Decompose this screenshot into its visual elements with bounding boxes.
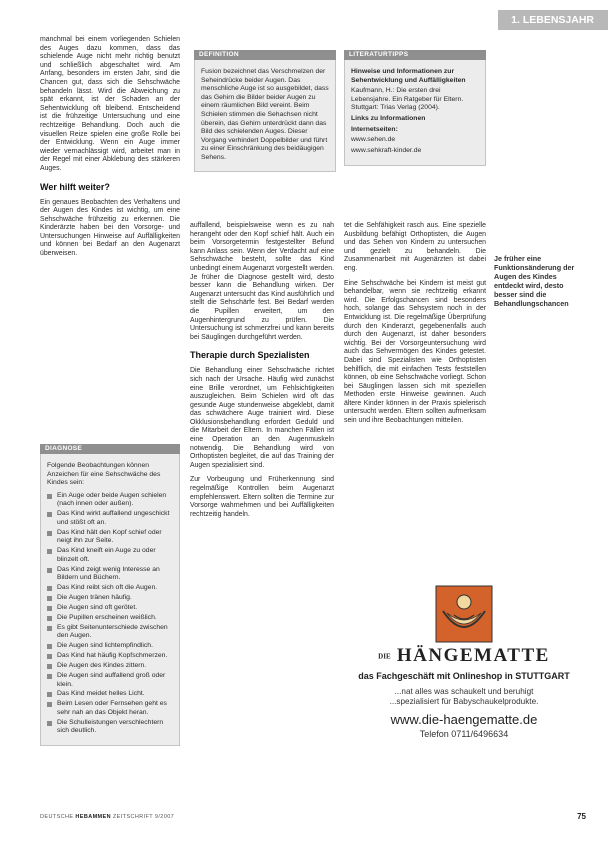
- list-item: Ein Auge oder beide Augen schielen (nach innen oder außen).: [47, 492, 173, 509]
- ad-website-link[interactable]: www.die-haengematte.de: [390, 712, 538, 727]
- ad-tagline: das Fachgeschäft mit Onlineshop in STUTTGART: [358, 671, 570, 681]
- literature-links-sublabel: Internetseiten:: [351, 125, 398, 133]
- footer-publication-bold: HEBAMMEN: [75, 814, 111, 820]
- literature-box: [344, 50, 486, 166]
- literature-link-1[interactable]: www.sehen.de: [351, 136, 396, 144]
- literature-body: [344, 60, 486, 166]
- list-item: Das Kind meidet helles Licht.: [47, 690, 173, 699]
- column3-paragraph-1: tet die Sehfähigkeit rasch aus. Eine spezielle Ausbildung befähigt Orthoptisten, die Augen und das Sehen von Kindern zu untersuchen und gezielt zu behandeln. Die Zusammenarbeit mit Augenärzten ist dabei eng.: [344, 222, 486, 272]
- column3-paragraph-2: Eine Sehschwäche bei Kindern ist meist gut behandelbar, wenn sie rechtzeitig erkannt wird. Die Erfolgschancen sind besonders hoch, solange das Sehsystem noch in der Entwicklung ist. Die regelmäßige Überprüfung durch den Kinderarzt, gegebenenfalls auch durch den Augenarzt, ist daher besonders wichtig. Bei der Vorsorgeuntersuchung wird auch das Sehvermögen des Kindes getestet. Dabei sind Spezialisten wie Orthoptisten behilflich, die mit einfachen Tests feststellen können, ob eine Sehschwäche vorliegt. Schon bei Säuglingen lassen sich mit speziellen Methoden erste Hinweise gewinnen. Auch ältere Kinder können in der Praxis spielerisch untersucht werden. Eltern sollten aufmerksam sein und ihre Beobachtungen mitteilen.: [344, 279, 486, 425]
- list-item: Das Kind hält den Kopf schief oder neigt ihn zur Seite.: [47, 529, 173, 546]
- definition-heading: DEFINITION: [194, 50, 336, 60]
- list-item: Die Augen des Kindes zittern.: [47, 662, 173, 671]
- definition-box: [194, 50, 336, 172]
- list-item: Das Kind zeigt wenig Interesse an Bildern und Büchern.: [47, 566, 173, 583]
- literature-heading: LITERATURTIPPS: [344, 50, 486, 60]
- column2-paragraph-3: Zur Vorbeugung und Früherkennung sind regelmäßige Kontrollen beim Augenarzt empfehlenswert. Eltern sollten die Termine zur Vorsorge wahrnehmen und bei Auffälligkeiten rechtzeitig handeln.: [190, 476, 334, 518]
- literature-link-2[interactable]: www.sehkraft-kinder.de: [351, 146, 422, 154]
- ad-brand: [344, 645, 584, 667]
- ad-slogan-2: ...spezialisiert für Babyschaukelprodukte.: [389, 697, 539, 706]
- heading-therapie: Therapie durch Spezialisten: [190, 350, 310, 361]
- margin-note: Je früher eine Funktionsänderung der Augen des Kindes entdeckt wird, desto besser sind die Behandlungschancen: [494, 254, 575, 308]
- literature-reference: Kaufmann, H.: Die ersten drei Lebensjahre. Ein Ratgeber für Eltern. Stuttgart: Trias Verlag (2004).: [351, 87, 464, 112]
- wer-hilft-paragraph: Ein genaues Beobachten des Verhaltens und der Augen des Kindes ist wichtig, um eine Sehschwäche frühzeitig zu erkennen. Die Kinderärzte haben bei den Vorsorge- und Untersuchungen Hinweise auf Auffälligkeiten und können bei Bedarf an den Augenarzt überweisen.: [40, 198, 180, 258]
- ad-slogan-1: ...nat alles was schaukelt und beruhigt: [394, 687, 534, 696]
- list-item: Die Augen sind auffallend groß oder klein.: [47, 672, 173, 689]
- list-item: Die Augen tränen häufig.: [47, 594, 173, 603]
- literature-title: Hinweise und Informationen zur Sehentwicklung und Auffälligkeiten: [351, 68, 466, 84]
- page-number: 75: [577, 812, 586, 821]
- list-item: Beim Lesen oder Fernsehen geht es sehr nah an das Objekt heran.: [47, 700, 173, 717]
- ad-phone: Telefon 0711/6496634: [419, 729, 509, 739]
- list-item: Das Kind wirkt auffallend ungeschickt und stößt oft an.: [47, 510, 173, 527]
- footer-publication-prefix: DEUTSCHE: [40, 814, 74, 820]
- column-3: [344, 222, 486, 432]
- list-item: Das Kind hat häufig Kopfschmerzen.: [47, 652, 173, 661]
- list-item: Die Augen sind oft gerötet.: [47, 604, 173, 613]
- list-item: Es gibt Seitenunterschiede zwischen den Augen.: [47, 624, 173, 641]
- footer-publication-suffix: ZEITSCHRIFT 9/2007: [112, 814, 175, 820]
- literature-links-label: Links zu Informationen: [351, 114, 426, 122]
- hangematte-advertisement[interactable]: [344, 585, 584, 790]
- list-item: Die Schulleistungen verschlechtern sich deutlich.: [47, 719, 173, 736]
- definition-text: Fusion bezeichnet das Verschmelzen der Seheindrücke beider Augen. Das menschliche Auge ist so ausgebildet, dass das Gehirn die Bilder beider Augen zu einem räumlichen Bild vereint. Beim Schielen stimmen die Sehachsen nicht überein, das Gehirn unterdrückt dann das Bild des schielenden Auges. Dieser Vorgang verhindert Doppelbilder und führt zu einer Einschränkung des beidäugigen Sehens.: [194, 60, 336, 172]
- ad-brand-prefix: DIE: [378, 652, 391, 661]
- intro-paragraph: manchmal bei einem vorliegenden Schielen des Auges dazu kommen, dass das schielende Auge nicht mehr richtig benutzt und schließlich abgeschaltet wird. Am Anfang, besonders im ersten Jahr, sind die Chancen gut, dass sich die Sehschwäche behandeln lässt. Wird die Abweichung zu spät erkannt, ist der Schaden an der Sehentwicklung oft bleibend. Entscheidend ist die frühzeitige Untersuchung und eine rechtzeitige Behandlung. Doch auch die visuellen Reize spielen eine große Rolle bei der Entwicklung. Wenn ein Auge immer wieder vernachlässigt wird, arbeitet man in der Regel mit einer Abklebung des stärkeren Auges.: [40, 36, 180, 172]
- diagnose-intro: Folgende Beobachtungen können Anzeichen für eine Sehschwäche des Kindes sein:: [47, 462, 161, 487]
- heading-wer-hilft: Wer hilft weiter?: [40, 181, 110, 192]
- diagnose-heading: DIAGNOSE: [40, 444, 180, 454]
- hammock-logo-icon: [435, 585, 493, 643]
- list-item: Das Kind reibt sich oft die Augen.: [47, 584, 173, 593]
- list-item: Die Pupillen erscheinen weißlich.: [47, 614, 173, 623]
- column2-paragraph-1: auffallend, beispielsweise wenn es zu nah herangeht oder den Kopf schief hält. Auch ein beim Vorsorgetermin festgestellter Befund kann Anlass sein. Wenn der Verdacht auf eine Sehschwäche besteht, sollte das Kind unbedingt einem Augenarzt vorgestellt werden. Je früher die Diagnose gestellt wird, desto besser kann die Behandlung wirken. Der Augenarzt untersucht das Kind ausführlich und stellt die Sehschärfe fest. Bei Bedarf werden die Pupillen erweitert, um den Augenhintergrund zu prüfen. Die Untersuchung ist schmerzfrei und kann bereits bei Säuglingen durchgeführt werden.: [190, 222, 334, 341]
- list-item: Das Kind kneift ein Auge zu oder blinzelt oft.: [47, 547, 173, 564]
- diagnose-box: [40, 444, 180, 746]
- list-item: Die Augen sind lichtempfindlich.: [47, 642, 173, 651]
- section-header: 1. LEBENSJAHR: [498, 10, 608, 30]
- footer-publication: [40, 814, 174, 820]
- column-1: [40, 36, 180, 265]
- column2-paragraph-2: Die Behandlung einer Sehschwäche richtet sich nach der Ursache. Häufig wird zunächst eine Brille verordnet, um Fehlsichtigkeiten auszugleichen. Beim Schielen wird oft das gesunde Auge stundenweise abgeklebt, damit das schwächere Auge trainiert wird. Diese Okklusionsbehandlung erfordert Geduld und die Mitarbeit der Eltern. In manchen Fällen ist eine Operation an den Augenmuskeln notwendig. Die Behandlung wird von Orthoptisten begleitet, die auf das Training der Augen spezialisiert sind.: [190, 367, 334, 469]
- diagnose-list: [47, 492, 173, 736]
- ad-brand-name: HÄNGEMATTE: [396, 645, 550, 666]
- column-2: [190, 222, 334, 525]
- diagnose-body: [40, 454, 180, 746]
